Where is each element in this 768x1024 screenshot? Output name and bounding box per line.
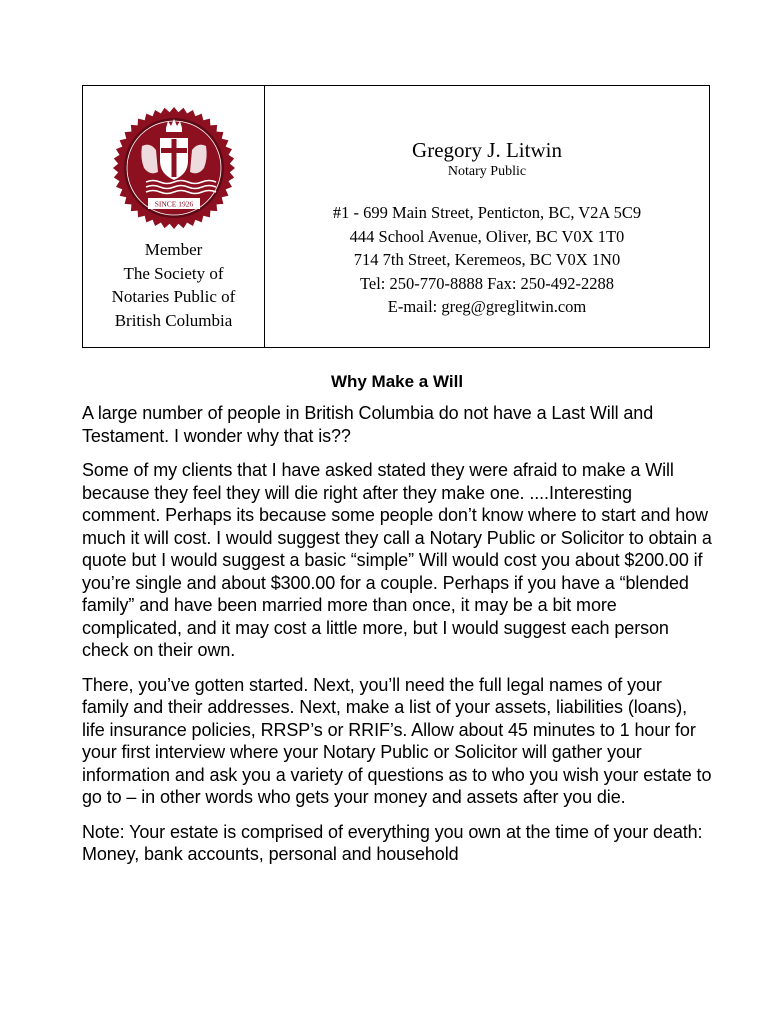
address-line: 444 School Avenue, Oliver, BC V0X 1T0 (349, 226, 625, 246)
phone-fax-line: Tel: 250-770-8888 Fax: 250-492-2288 (359, 273, 615, 293)
document-body (82, 372, 712, 878)
address-line: 714 7th Street, Keremeos, BC V0X 1N0 (353, 250, 621, 269)
email-line: E-mail: greg@greglitwin.com (387, 297, 587, 316)
notary-title: Notary Public (447, 164, 527, 179)
membership-statement (83, 238, 264, 332)
contact-details (265, 201, 709, 319)
letterhead-logo-panel (83, 86, 265, 347)
society-seal-logo (112, 106, 236, 230)
notary-name: Gregory J. Litwin (412, 138, 562, 162)
paragraph: Note: Your estate is comprised of everything you own at the time of your death: Money, bank accounts, personal and household (82, 821, 703, 864)
member-line: Member (144, 240, 203, 259)
paragraph: Some of my clients that I have asked stated they were afraid to make a Will because they feel they will die right after they make one. ....Interesting comment. Perhaps its because some people don’t know where to start and how much it will cost. I would suggest they call a Notary Public or Solicitor to obtain a quote but I would suggest a basic “simple” Will would cost you about $200.00 if you’re single and about $300.00 for a couple. Perhaps if you have a “blended family” and have been married more than once, it may be a bit more complicated, and it may cost a little more, but I would suggest each person check on their own. (82, 460, 712, 660)
letterhead-contact-panel (265, 86, 709, 347)
document-title: Why Make a Will (330, 372, 464, 391)
member-line: Notaries Public of (111, 287, 236, 306)
address-line: #1 - 699 Main Street, Penticton, BC, V2A 5C9 (332, 203, 642, 222)
paragraph: A large number of people in British Columbia do not have a Last Will and Testament. I wonder why that is?? (82, 403, 654, 446)
seal-year-text: SINCE 1926 (154, 199, 194, 209)
letterhead (82, 85, 710, 348)
member-line: The Society of (123, 263, 224, 283)
paragraph: There, you’ve gotten started. Next, you’ll need the full legal names of your family and their addresses. Next, make a list of your assets, liabilities (loans), life insurance policies, RRSP’s or RRIF’s. Allow about 45 minutes to 1 hour for your first interview where your Notary Public or Solicitor will gather your information and ask you a variety of questions as to who you wish your estate to go to – in other words who gets your money and assets after you die. (82, 674, 712, 807)
member-line: British Columbia (114, 310, 233, 330)
